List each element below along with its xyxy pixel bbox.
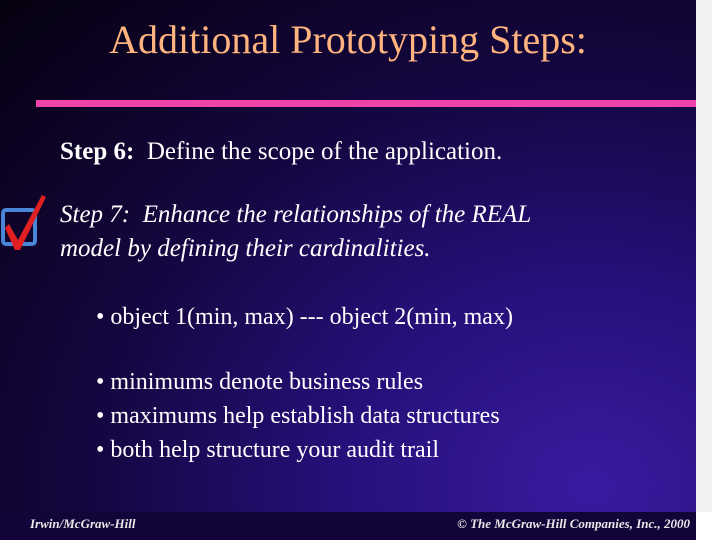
step-7-text-line1: Enhance the relationships of the REAL — [142, 201, 532, 228]
bullet-cardinality: • object 1(min, max) --- object 2(min, max) — [96, 304, 513, 330]
step-6-label: Step 6: — [60, 138, 135, 165]
title-divider — [36, 100, 720, 107]
footer-publisher: Irwin/McGraw-Hill — [30, 516, 136, 531]
step-7-label: Step 7: — [60, 201, 131, 228]
step-7 — [60, 198, 531, 266]
bullet-both: • both help structure your audit trail — [96, 437, 439, 463]
step-7-text-line2: model by defining their cardinalities. — [60, 235, 431, 262]
step-6 — [60, 135, 502, 169]
right-edge-bar — [696, 0, 720, 540]
footer-copyright: © The McGraw-Hill Companies, Inc., 2000 — [457, 516, 690, 531]
checkbox-icon — [0, 192, 48, 254]
bullet-maximums: • maximums help establish data structures — [96, 403, 500, 429]
bullet-minimums: • minimums denote business rules — [96, 369, 424, 395]
step-6-text: Define the scope of the application. — [146, 138, 503, 165]
slide-title: Additional Prototyping Steps: — [109, 17, 587, 62]
